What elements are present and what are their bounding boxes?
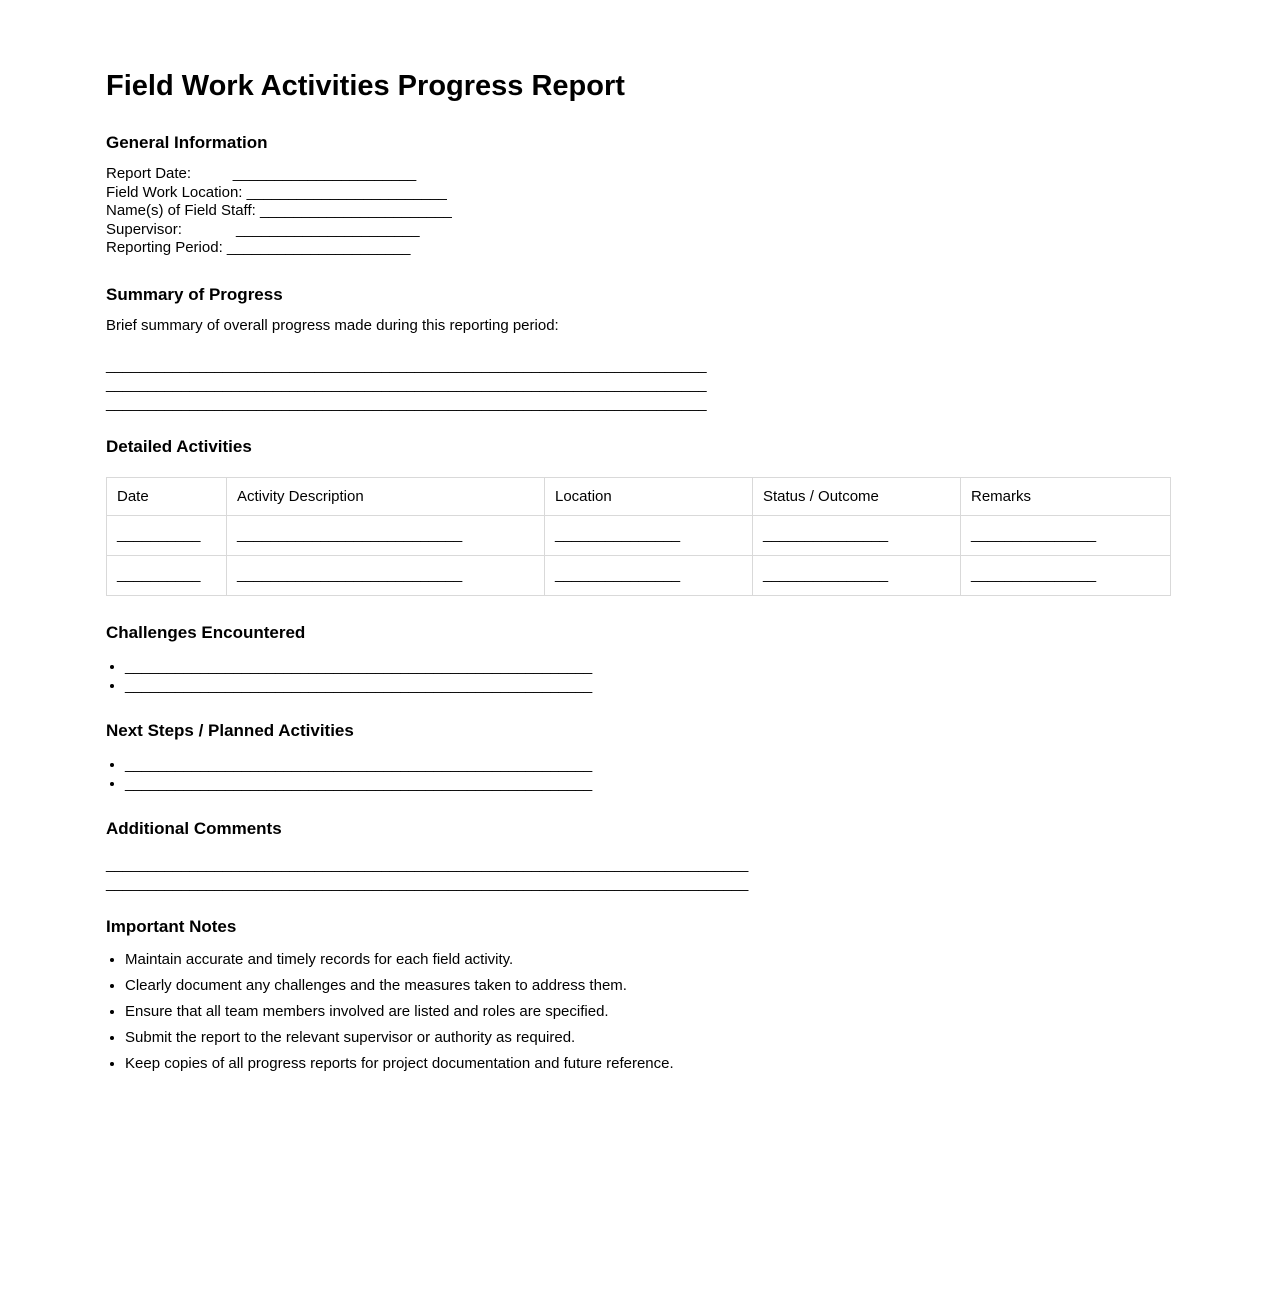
detailed-activities-table: [106, 477, 1171, 596]
column-header-status-outcome: Status / Outcome: [753, 478, 961, 516]
detailed-activities-heading: Detailed Activities: [106, 437, 252, 456]
table-cell-remarks: _______________: [961, 516, 1171, 556]
column-header-date: Date: [107, 478, 227, 516]
blank-list-item: • ________________________________________________________: [125, 774, 1171, 793]
blank-list-item: • ________________________________________________________: [125, 755, 1171, 774]
field-line-supervisor: Supervisor: ______________________: [106, 220, 420, 238]
challenges-heading: Challenges Encountered: [106, 623, 306, 642]
table-cell-activity-description: ___________________________: [227, 516, 545, 556]
note-item: • Ensure that all team members involved are listed and roles are specified.: [125, 999, 1171, 1025]
table-cell-date: __________: [107, 556, 227, 596]
challenges-list: [106, 657, 1171, 695]
note-item: • Submit the report to the relevant supervisor or authority as required.: [125, 1025, 1171, 1051]
field-line-field-staff-names: Name(s) of Field Staff: _______________________: [106, 202, 452, 219]
table-row: [107, 556, 1171, 596]
field-line-reporting-period: Reporting Period: ______________________: [106, 239, 411, 256]
blank-list-item: • ________________________________________________________: [125, 657, 1171, 676]
next-steps-list: [106, 755, 1171, 793]
table-cell-activity-description: ___________________________: [227, 556, 545, 596]
additional-comments-blank-lines: [106, 855, 1171, 893]
blank-line: ________________________________________________________________________: [106, 395, 707, 412]
blank-line: ________________________________________________________________________: [106, 376, 707, 393]
table-cell-date: __________: [107, 516, 227, 556]
blank-list-item: • ________________________________________________________: [125, 676, 1171, 695]
section-next-steps: [106, 721, 1171, 793]
table-cell-status-outcome: _______________: [753, 516, 961, 556]
section-important-notes: [106, 917, 1171, 1077]
section-detailed-activities: [106, 437, 1171, 596]
table-header-row: [107, 478, 1171, 516]
note-item: • Keep copies of all progress reports for project documentation and future reference.: [125, 1051, 1171, 1077]
next-steps-heading: Next Steps / Planned Activities: [106, 721, 354, 740]
general-information-fields: [106, 165, 1171, 258]
page-title: Field Work Activities Progress Report: [106, 70, 625, 102]
section-general-information: [106, 133, 1171, 258]
additional-comments-heading: Additional Comments: [106, 819, 282, 838]
field-line-report-date: Report Date: ______________________: [106, 165, 417, 182]
summary-intro-text: Brief summary of overall progress made during this reporting period:: [106, 316, 559, 334]
column-header-activity-description: Activity Description: [227, 478, 545, 516]
table-cell-status-outcome: _______________: [753, 556, 961, 596]
blank-line: _____________________________________________________________________________: [106, 875, 749, 892]
table-cell-location: _______________: [545, 516, 753, 556]
field-line-field-work-location: Field Work Location: ________________________: [106, 183, 447, 201]
blank-line: ________________________________________________________________________: [106, 357, 707, 374]
blank-line: _____________________________________________________________________________: [106, 856, 749, 873]
section-challenges-encountered: [106, 623, 1171, 695]
section-additional-comments: [106, 819, 1171, 893]
note-item: • Maintain accurate and timely records for each field activity.: [125, 947, 1171, 973]
table-cell-location: _______________: [545, 556, 753, 596]
section-summary-of-progress: [106, 285, 1171, 414]
table-cell-remarks: _______________: [961, 556, 1171, 596]
column-header-location: Location: [545, 478, 753, 516]
summary-blank-lines: [106, 356, 1171, 413]
summary-heading: Summary of Progress: [106, 284, 283, 304]
general-information-heading: General Information: [106, 133, 268, 152]
note-item: • Clearly document any challenges and the measures taken to address them.: [125, 973, 1171, 999]
important-notes-list: [106, 947, 1171, 1077]
important-notes-heading: Important Notes: [106, 917, 237, 936]
table-row: [107, 516, 1171, 556]
column-header-remarks: Remarks: [961, 478, 1171, 516]
